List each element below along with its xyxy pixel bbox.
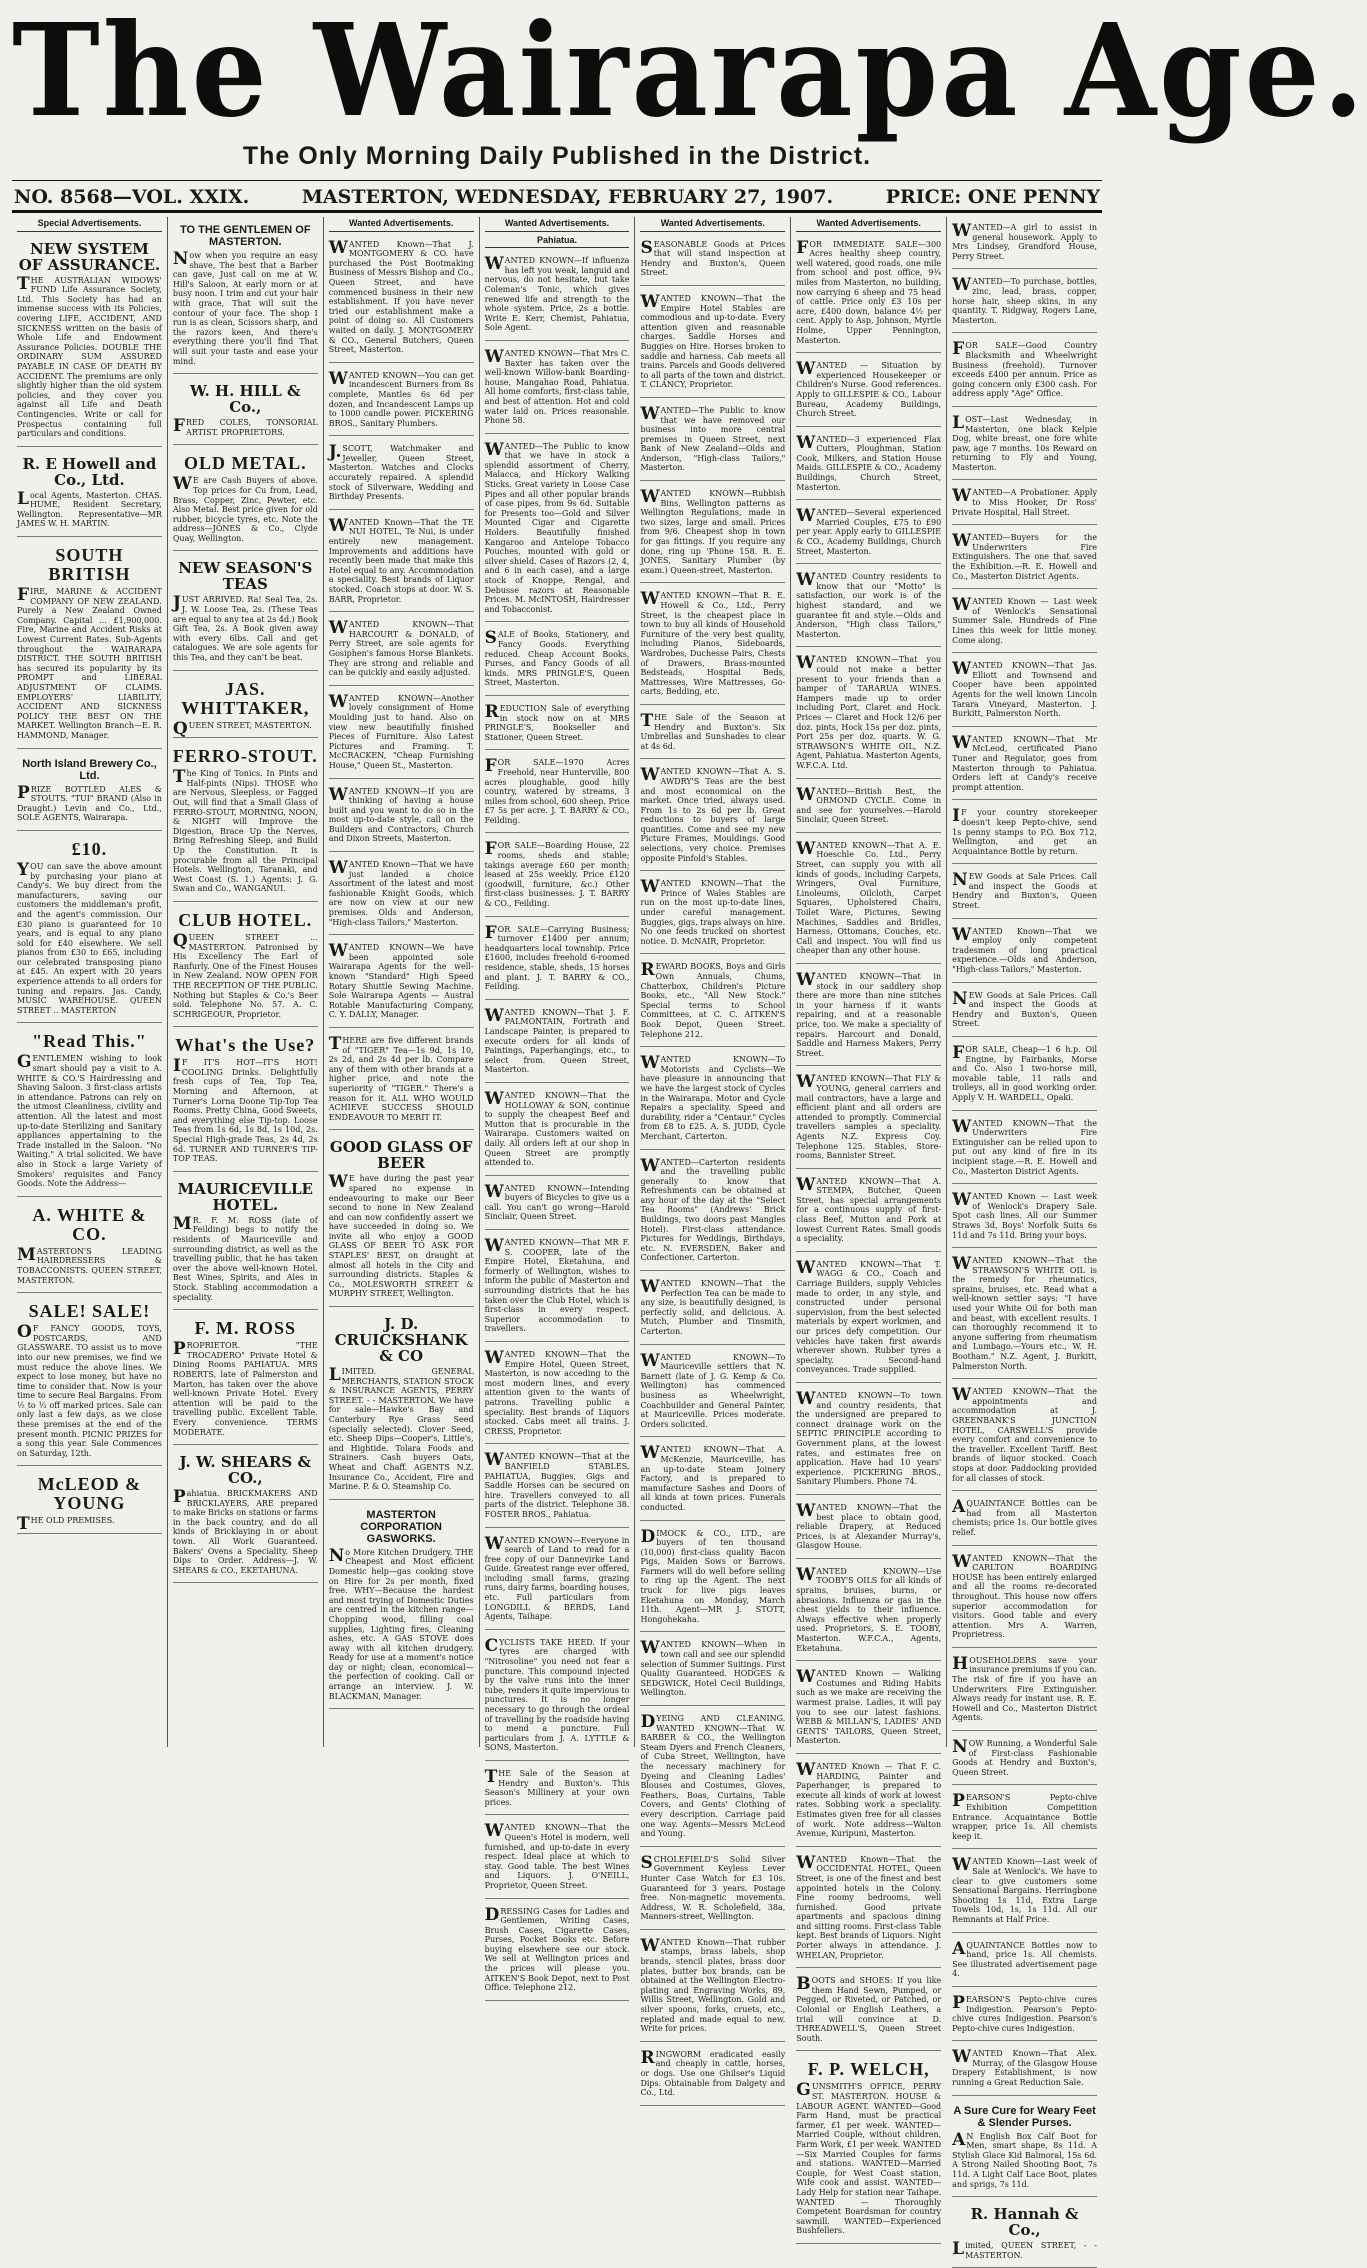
- ad-body: DRESSING Cases for Ladies and Gentlemen, Writing Cases, Brush Cases, Cigarette Cases, Purses, Pocket Books etc. Before buying elsewhere see our stock. We sell at Wellington prices and the prices will please you. AITKEN'S Book Depot, next to Post Office. Telephone 212.: [484, 1904, 630, 1993]
- ad-body: SALE of Books, Stationery, and Fancy Goods. Everything reduced. Cheap Account Books, Purses, and Fancy Goods of all kinds. MRS PRINGLE'S, Queen Street, Masterton.: [484, 628, 630, 688]
- ad-heading: W. H. HILL & Co.,: [189, 382, 301, 417]
- ad-body: QUEEN STREET ... MASTERTON. Patronised by His Excellency The Earl of Ranfurly. One of the Finest Houses in New Zealand. NOW OPEN FOR THE RECEPTION OF THE PUBLIC. Nothing but Staples & Co.'s Beer sold. Telephone No. 57. A. C. SCHRIGEOUR, Proprietor.: [172, 930, 318, 1019]
- ad-heading: SALE! SALE!: [28, 1301, 151, 1322]
- advertisement: [796, 236, 941, 354]
- advertisement: [640, 1525, 785, 1633]
- ad-body: WANTED Known — Walking Costumes and Riding Habits such as we make are receiving the warmest praise. Ladies, it will pay you to see our latest fashions. WEBB & MILLAN'S, LADIES' AND GENTS' TAILORS, Queen Street, Masterton.: [796, 1667, 942, 1746]
- advertisement: [329, 1032, 474, 1130]
- advertisement: [952, 657, 1097, 727]
- advertisement: [485, 754, 630, 833]
- ad-body: WANTED KNOWN—That you could not make a better present to your friends than a hamper of TARARUA WINES. Hampers made up to order including Port, Claret and Hock. Prices — Claret and Hock 12/6 per doz. pints, Hock 15s per doz. pints, Port 25s per doz. quarts. W. G. STRAWSON'S WHITE OIL, N.Z. Agent, Pahiatua. Masterton Agents, W.F.C.A. Ltd.: [796, 653, 942, 770]
- advertisement: [329, 367, 474, 437]
- ad-body: WANTED KNOWN—That at the BANFIELD STABLES, PAHIATUA, Buggies, Gigs and Saddle Horses can be secured on hire. Travellers conveyed to all parts of the district. Telephone 38. FOSTER BROS., Pahiatua.: [484, 1450, 630, 1519]
- advertisement: [640, 1051, 785, 1149]
- advertisement: [640, 1851, 785, 1930]
- ad-body: LOST—Last Wednesday, in Masterton, one black Kelpie Dog, white breast, one fore white paw, age 7 months. 10s Reward on returning to Fly and Young, Masterton.: [952, 412, 1098, 472]
- ad-body: WANTED KNOWN—That Jas. Elliott and Townsend and Cooper have been appointed Agents for the well known Lincoln Tarara Vineyard, Masterton. J. Burkitt, Palmerston North.: [952, 659, 1098, 719]
- ad-body: PROPRIETOR. "THE TROCADERO" Private Hotel & Dining Rooms PAHIATUA. MRS ROBERTS, late of Palmerston and Marton, has taken over the above well-known Private Hotel. Every attention will be paid to the travelling public. Excellent Table. Every convenience. TERMS MODERATE.: [172, 1339, 318, 1437]
- advertisement: [640, 1636, 785, 1706]
- advertisement: [173, 742, 318, 902]
- column-header: Wanted Advertisements.: [485, 219, 630, 232]
- advertisement: [796, 357, 941, 427]
- ad-body: WANTED KNOWN—That the CARLTON BOARDING HOUSE has been entirely enlarged and all the rooms re-decorated throughout. This house now offers superior accommodation for visitors. Good table and every attention. Mrs A. Warren, Proprietress.: [952, 1551, 1098, 1640]
- advertisement: [796, 568, 941, 647]
- advertisement: [796, 1387, 941, 1495]
- ad-body: WANTED KNOWN—That R. E. Howell & Co., Ltd., Perry Street, is the cheapest place in town to buy all kinds of Household Furniture of the very best quality, including Pianos, Sideboards, Wardrobes, Duchesse Pairs, Chests of Drawers, Brass-mounted Bedsteads, Hospital Beds, Mattresses, Wire Mattresses, Go-carts, Bedding, etc.: [640, 589, 786, 697]
- ad-body: WANTED KNOWN—That FLY & YOUNG, general carriers and mail contractors, have a large and efficient plant and all orders are attended to promptly. Commercial travellers samples a speciality. Agents N.Z. Express Coy. Telephone 125. Stables, Store-rooms, Bannister Street.: [796, 1072, 942, 1161]
- advertisement: [640, 402, 785, 481]
- advertisement: [952, 484, 1097, 525]
- advertisement: [485, 700, 630, 750]
- ad-body: NEW Goods at Sale Prices. Call and inspect the Goods at Hendry and Buxton's, Queen Street.: [952, 988, 1098, 1029]
- advertisement: [329, 783, 474, 853]
- advertisement: [485, 921, 630, 1000]
- ad-body: WANTED KNOWN—When in town call and see our splendid selection of Summer Suitings. First Quality Guaranteed. HODGES & SEDGWICK, Hotel Cecil Buildings, Wellington.: [640, 1638, 786, 1698]
- advertisement: [173, 1031, 318, 1172]
- advertisement: [952, 1495, 1097, 1545]
- ad-body: WANTED Known—That we have just landed a choice Assortment of the latest and most fashionable Knight Goods, which are now on view at our new premises. Olds and Anderson, "High-class Tailors," Masterton.: [328, 858, 474, 927]
- ad-body: WANTED KNOWN—That MR F. S. COOPER, late of the Empire Hotel, Eketahuna, and formerly of Wellington, wishes to inform the public of Masterton and surrounding districts that he has taken over the Club Hotel, which is first-class in every respect. Superior accommodation to travellers.: [484, 1236, 630, 1334]
- ad-body: WANTED Known—That rubber stamps, brass labels, shop brands, stencil plates, brass door plates, butter box brands, can be obtained at the Wellington Electro-plating and Engraving Works, 89, Willis Street, Wellington. Gold and silver spoons, forks, cruets, etc., replated and made equal to new. Write for prices.: [640, 1935, 786, 2034]
- ad-body: WANTED—The Public to know that we have removed our business into more central premises in Queen Street, next Bank of New Zealand—Olds and Anderson, "High-class Tailors," Masterton.: [640, 403, 786, 473]
- ad-body: WANTED KNOWN—That the appointments and accommodation at J. GREENBANK'S JUNCTION HOTEL, CARSWELL'S provide every comfort and convenience to the traveller. Excellent Tariff. Best brands of liquor stocked. Coach stops at door. Paddocking provided for all classes of stock.: [952, 1385, 1098, 1483]
- advertisement: [952, 868, 1097, 918]
- column-4-items: [485, 252, 630, 2001]
- advertisement: [796, 968, 941, 1066]
- ad-body: THE AUSTRALIAN WIDOWS' FUND Life Assurance Society, Ltd. This Society has had an immense success with its Policies, covering LIFE, ACCIDENT, AND SICKNESS written on the basis of Whole Life and Endowment Assurance Policies. DOUBLE THE ORDINARY SUM ASSURED PAYABLE IN CASE OF DEATH BY ACCIDENT. The premiums are only slightly higher than the old system policies, and they cover you against all Life and Death Contingencies. Write or call for Prospectus containing full particulars and conditions.: [17, 273, 162, 439]
- advertisement: [640, 1275, 785, 1345]
- ad-body: Local Agents, Masterton. CHAS. HUME, Resident Secretary, Wellington. Representative—MR JAMES W. H. MARTIN.: [17, 488, 162, 529]
- ad-body: WANTED KNOWN—That HARCOURT & DONALD, of Perry Street, are sole agents for Gosiphen's famous Horse Blankets. They are strong and reliable and can be quickly and easily adjusted.: [328, 618, 474, 678]
- advertisement: [796, 783, 941, 833]
- ad-heading: OLD METAL.: [183, 453, 307, 474]
- advertisement: [329, 1504, 474, 1710]
- advertisement: [640, 236, 785, 286]
- ad-body: THE Sale of the Season at Hendry and Buxton's. This Season's Millinery at your own prices.: [484, 1766, 630, 1807]
- advertisement: [952, 1937, 1097, 1987]
- ad-body: WANTED—The Public to know that we have in stock a splendid assortment of Cherry, Malacca, and Hickory Walking Sticks. Great variety in Loose Case Pipes and all other popular brands of case pipes, from 9s 6d. Suitable for Presents too—Gold and Silver Mounted Cigar and Cigarette Holders. Beautifully finished Kangaroo and Antelope Tobacco Pouches, mounted with gold or silver shield. Cases of Razors (2, 4, and 6 in each case), and a large stock of Knoppe, Rengal, and Debusse razors at Reasonable Prices. M. McINTOSH, Hairdresser and Tobacconist.: [484, 439, 630, 614]
- advertisement: [952, 1991, 1097, 2041]
- advertisement: [640, 1154, 785, 1272]
- advertisement: [952, 923, 1097, 983]
- ad-body: WANTED Country residents to know that our "Motto" is satisfaction, our work is of the highest standard, and we guarantee fit and style.—Olds and Anderson, "High class Tailors," Masterton.: [796, 570, 942, 639]
- ad-heading: J. D. CRUICKSHANK & CO: [334, 1315, 468, 1366]
- advertisement: [173, 675, 318, 739]
- ad-heading: R. E Howell and Co., Ltd.: [22, 454, 157, 489]
- ad-body: Now when you require an easy shave, The best that a Barber can gave, Just call on me at W. Hill's Saloon, At early morn or at busy noon. I trim and cut your hair with grace, That will suit the contour of your face. The shop I run is as clean, Scissors sharp, and the razors keen, And there's everything there you'll find That will suit your taste and ease your mind.: [172, 249, 318, 366]
- ad-body: WANTED KNOWN—If you are thinking of having a house built and you want to do so in the most up-to-date style, call on the Builders and Contractors, Church and Dixon Streets, Masterton.: [328, 784, 474, 844]
- column-2: [168, 217, 324, 1747]
- ad-heading: NEW SYSTEM OF ASSURANCE.: [18, 239, 161, 274]
- column-4: [480, 217, 636, 1993]
- ad-body: WANTED—To purchase, bottles, zinc, lead, brass, copper, horse hair, sheep skins, in any quantity. T. Ridgway, Rogers Lane, Masterton.: [952, 275, 1098, 325]
- advertisement: [485, 1448, 630, 1527]
- column-1: [12, 217, 168, 1747]
- issue-number: NO. 8568—VOL. XXIX.: [14, 186, 250, 208]
- price: PRICE: ONE PENNY: [885, 186, 1100, 208]
- ad-body: NOW Running, a Wonderful Sale of First-class Fashionable Goods at Hendry and Buxton's, Queen Street.: [952, 1737, 1098, 1777]
- column-6-items: [796, 236, 941, 2244]
- advertisement: [796, 1499, 941, 1559]
- ad-body: Pahiatua. BRICKMAKERS AND BRICKLAYERS, ARE prepared to make Bricks on stations or farms in the back country, and do all kinds of Bricklaying in or about town. All Work Guaranteed. Bakers' Ovens a Speciality. Sheep Dips to Order. Address—J. W. SHEARS & CO., EKETAHUNA.: [172, 1487, 318, 1575]
- ad-heading: F. M. ROSS: [194, 1318, 296, 1339]
- column-6: [791, 217, 947, 2236]
- ad-body: PEARSON'S Pepto-chive Exhibition Competition Entrance. Acquaintance Bottle wrapper, price 1s. All chemists keep it.: [952, 1791, 1098, 1841]
- advertisement: [952, 1789, 1097, 1849]
- ad-body: WANTED KNOWN—If influenza has left you weak, languid and nervous, do not hesitate, but take Coleman's Tonic, which gives renewed life and strength to the whole system. Price, 2s a bottle. Write E. Kerr, Chemist, Pahiatua, Sole Agent.: [484, 254, 630, 333]
- advertisement: [329, 690, 474, 779]
- ad-heading: What's the Use?: [175, 1035, 316, 1056]
- advertisement: [485, 1532, 630, 1630]
- ad-heading: MAURICEVILLE HOTEL.: [177, 1179, 313, 1214]
- advertisement: [640, 958, 785, 1047]
- ad-body: WANTED KNOWN—To town and country residents, that the undersigned are prepared to connect drainage work on the SEPTIC PRINCIPLE according to Government plans, at the lowest rates, and estimates free on application. Have had 10 years' experience. PICKERING BROS., Sanitary Plumbers. Phone 74.: [796, 1388, 942, 1487]
- column-header: Wanted Advertisements.: [640, 219, 785, 232]
- ad-body: WANTED KNOWN—That J. F. PALMONTAIN, Fortrath and Landscape Painter, is prepared to execute orders for all kinds of Paintings, Paperhangings, etc., to select from. Queen Street, Masterton.: [484, 1005, 630, 1075]
- ad-body: BOOTS and SHOES: If you like them Hand Sewn, Pumped, or Pegged, or Riveted, or Patched, or Colonial or English Leathers, a trial will convince at D. THREADWELL'S, Queen Street South.: [796, 1974, 942, 2043]
- advertisement: [173, 378, 318, 445]
- ad-body: WANTED KNOWN—Use TOOBY'S OILS for all kinds of sprains, bruises, burns, or abrasions. Influenza or gas in the chest yields to their influence. Always effective when properly used. Proprietors, S. E. TOOBY, Masterton. W.F.C.A., Agents, Eketahuna.: [796, 1564, 942, 1653]
- advertisement: [17, 451, 162, 537]
- ad-body: OF FANCY GOODS, TOYS, POSTCARDS, AND GLASSWARE. TO assist us to move into our new premises, we find we must reduce the above lines. We expect to lose money, but have no time to consider that. Now is your time to secure Real Bargains. From ½ to ⅓ off marked prices. Sale can only last a few days, as we close these premises at the end of the present month. PICNIC PRIZES for a song this year. Sale Commences on Saturday, 12th.: [17, 1322, 162, 1458]
- advertisement: [952, 219, 1097, 269]
- advertisement: [952, 1041, 1097, 1111]
- ad-body: HOUSEHOLDERS save your insurance premiums if you can. The risk of fire if you have an Underwriters Fire Extinguisher. Always ready for instant use. R. E. Howell and Co., Masterton District Agents.: [952, 1653, 1098, 1723]
- ad-body: WANTED KNOWN—That the Queen's Hotel is modern, well furnished, and up-to-date in every respect. Ideal place at which to stay. Good table. The best Wines and Liquors. J. O'NEILL, Proprietor, Queen Street.: [484, 1821, 630, 1890]
- advertisement: [796, 1851, 941, 1969]
- advertisement: [796, 1256, 941, 1383]
- advertisement: [640, 587, 785, 705]
- advertisement: [485, 252, 630, 341]
- ad-body: SCHOLEFIELD'S Solid Silver Government Keyless Lever Hunter Case Watch for £3 10s. Guaranteed for 3 years. Postage free. Non-magnetic movements. Address, W. R. Scholefield, 38a, Manners-street, Wellington.: [640, 1852, 786, 1922]
- column-header: Wanted Advertisements.: [796, 219, 941, 232]
- ad-heading: MASTERTON CORPORATION GASWORKS.: [360, 1508, 442, 1545]
- ad-body: J.SCOTT, Watchmaker and Jeweller, Queen Street, Masterton. Watches and Clocks accurately repaired. A splendid stock of Silverware, Wedding and Birthday Presents.: [328, 442, 474, 502]
- ad-body: WANTED KNOWN—You can get incandescent Burners from 8s complete, Mantles 6s 6d per dozen, and Incandescent Lamps up to 1000 candle power. PICKERING BROS., Sanitary Plumbers.: [328, 368, 474, 428]
- ad-body: FRED COLES, TONSORIAL ARTIST. PROPRIETORS.: [172, 416, 318, 437]
- ad-body: WANTED KNOWN—Another lovely consignment of Home Moulding just to hand. Also on view new beautifully finished Pieces of Furniture. Also Latest Pictures and Framing. T. McCRACKEN, "Cheap Furnishing House," Queen St., Masterton.: [328, 691, 474, 770]
- advertisement: [485, 1004, 630, 1083]
- advertisement: [640, 1441, 785, 1520]
- ad-body: WANTED — Situation by experienced Housekeeper or Children's Nurse. Good references. Apply to GILLESPIE & CO., Labour Bureau, Academy Buildings, Church Street.: [796, 359, 942, 419]
- ad-body: WANTED Known—That the OCCIDENTAL HOTEL, Queen Street, is one of the finest and best appointed hotels in the Colony. Fine roomy bedrooms, well furnished. Good private apartments and spacious dining and sitting rooms. First-class Table kept. Best brands of Liquors. Night Porter always in attendance. J. WHELAN, Proprietor.: [796, 1852, 942, 1960]
- advertisement: [796, 431, 941, 501]
- ad-body: PRIZE BOTTLED ALES & STOUTS. "TUI" BRAND (Also in Draught.) Levin and Co., Ltd., SOLE AGENTS, Wairarapa.: [17, 782, 162, 823]
- advertisement: [796, 651, 941, 778]
- advertisement: [485, 1819, 630, 1898]
- advertisement: [17, 1027, 162, 1196]
- ad-body: WANTED KNOWN—That the Prince of Wales Stables are run on the most up-to-date lines, under careful management. Buggies, gigs, traps always on hire. No one feeds trucked on shortest notice. D. McNAIR, Proprietor.: [640, 877, 786, 946]
- ad-heading: FERRO-STOUT.: [172, 746, 318, 767]
- advertisement: [952, 804, 1097, 864]
- advertisement: [640, 2046, 785, 2106]
- ad-body: REDUCTION Sale of everything in stock now on at MRS PRINGLE'S, Bookseller and Stationer, Queen Street.: [484, 701, 630, 742]
- newspaper-page: [12, 0, 1367, 2260]
- ad-body: WANTED—Carterton residents and the travelling public generally to know that Refreshments can be obtained at any hour of the day at the "Select Tea Rooms" (Andrews' Brick Buildings, two doors past Mangles Hotel). First-class attendance. Pictures for Weddings, Birthdays, etc. N. EVERSDEN, Baker and Confectioner, Carterton.: [640, 1155, 786, 1263]
- ad-body: MASTERTON'S LEADING HAIRDRESSERS & TOBACCONISTS. QUEEN STREET, MASTERTON.: [17, 1244, 162, 1285]
- advertisement: [329, 440, 474, 510]
- advertisement: [952, 1252, 1097, 1379]
- advertisement: [796, 1563, 941, 1661]
- advertisement: [173, 219, 318, 374]
- ad-body: WANTED Known—Last week of Sale at Wenlock's. We have to clear to give customers some Sensational Bargains. Herringbone Shooting 1s 11d, Extra Large Towels 10d, 1s, 1s 11d. All our Remnants at Half Price.: [952, 1855, 1098, 1924]
- advertisement: [952, 2045, 1097, 2095]
- column-5: [635, 217, 791, 2098]
- advertisement: [796, 1173, 941, 1252]
- ad-heading: SOUTH BRITISH: [48, 545, 131, 585]
- ad-body: CYCLISTS TAKE HEED. If your tyres are charged with "Nitrosoline" you need not fear a puncture. This compound injected by the valve runs into the inner tube, renders it quite impervious to punctures. It is no longer necessary to go through the ordeal of travelling by the roadside having to mend a puncture. Full particulars from J. A. LYTTLE & SONS, Masterton.: [484, 1635, 630, 1753]
- section-header: Pahiatua.: [485, 236, 630, 249]
- column-header: Special Advertisements.: [17, 219, 162, 232]
- advertisement: [640, 709, 785, 759]
- ad-body: THERE are five different brands of "TIGER" Tea—1s 9d, 1s 10, 2s 2d, and 2s 4d per lb. Compare any of them with other brands at a higher price, and note the superiority of "TIGER." There's a reason for it. ALL WHO WOULD ACHIEVE SUCCESS SHOULD ENDEAVOUR TO MERIT IT.: [328, 1033, 474, 1122]
- advertisement: [952, 1550, 1097, 1648]
- advertisement: [796, 837, 941, 964]
- advertisement: [640, 290, 785, 398]
- ad-body: WANTED—Several experienced Married Couples, £75 to £90 per year. Apply early to GILLESPIE & CO., Academy Buildings, Church Street, Masterton.: [796, 506, 942, 556]
- advertisement: [952, 1115, 1097, 1185]
- ad-body: WANTED KNOWN—To Motorists and Cyclists—We have pleasure in announcing that we have the largest stock of Cycles in the Wairarapa. Motor and Cycle Repairs a speciality. Speed and durability, rider a "Centaur." Cycles from £8 to £25. A. S. JUDD, Cycle Merchant, Carterton.: [640, 1053, 786, 1141]
- advertisement: [952, 987, 1097, 1037]
- advertisement: [640, 875, 785, 954]
- ad-body: FOR SALE—Good Country Blacksmith and Wheelwright Business (freehold). Turnover exceeds £400 per annum. Price as going concern only £300 cash. For address apply "Age" Office.: [952, 339, 1098, 399]
- advertisement: [485, 1765, 630, 1815]
- ad-body: WANTED KNOWN—That A. S. AWDRY'S Teas are the best and most economical on the market. Once tried, always used. From 1s to 2s 6d per lb. Great reductions to buyers of large quantities. Come and see my new Picture Frames, Mouldings. Good selections, very choice. Premises opposite Pinfold's Stables.: [640, 765, 786, 863]
- ad-body: WANTED—3 experienced Flax Cutters, Ploughman, Station Cook, Milkers, and Station House Maids. GILLESPIE & CO., Academy Buildings, Church Street, Masterton.: [796, 432, 942, 492]
- advertisement: [952, 1853, 1097, 1932]
- advertisement: [640, 1349, 785, 1438]
- column-3-items: [329, 236, 474, 1710]
- advertisement: [17, 835, 162, 1024]
- ad-body: WE have during the past year spared no expense in endeavouring to make our Beer second to none in New Zealand and can now confidently assert we have succeeded in doing so. We invite all who enjoy a GOOD GLASS OF BEER TO ASK FOR STAPLES' BEST, on draught at almost all hotels in the City and surrounding districts. Staples & Co., MOLESWORTH STREET & MURPHY STREET, Wellington.: [328, 1172, 474, 1299]
- ad-heading: North Island Brewery Co., Ltd.: [22, 757, 157, 782]
- ad-body: WANTED KNOWN—To Mauriceville settlers that N. Barnett (late of J. G. Kemp & Co. Wellington) has commenced business as Wheelwright, Coachbuilder and General Painter, at Mauriceville. Prices moderate. Orders solicited.: [640, 1350, 786, 1429]
- ad-heading: A Sure Cure for Weary Feet & Slender Purses.: [953, 2104, 1096, 2129]
- ad-body: WANTED KNOWN—We have been appointed sole Wairarapa Agents for the well-known "Standard" High Speed Rotary Shuttle Sewing Machine. Sole Wairarapa Agents — Austral Rotable Manufacturing Company, C. Y. DALLY, Manager.: [328, 941, 474, 1020]
- advertisement: [952, 1652, 1097, 1731]
- ad-body: WANTED KNOWN—That in stock in our saddlery shop there are more than nine stitches in your harness if it wants repairing, and at a reasonable price, too. We make a speciality of repairs. Harcourt and Donald, Saddle and Harness Makers, Perry Street.: [796, 970, 942, 1058]
- ad-body: Limited, QUEEN STREET, - - MASTERTON.: [952, 2239, 1098, 2260]
- advertisement: [952, 411, 1097, 481]
- ad-body: PEARSON'S Pepto-chive cures Indigestion. Pearson's Pepto-chive cures Indigestion. Pearson's Pepto-chive cures Indigestion.: [952, 1992, 1098, 2033]
- ad-body: WANTED KNOWN—That A. STEMPA, Butcher, Queen Street, has special arrangements for a continuous supply of first-class Beef, Mutton and Pork at lowest Current Rates. Small goods a speciality.: [796, 1174, 942, 1244]
- advertisement: [485, 837, 630, 916]
- masthead-title: The Wairarapa Age.: [12, 0, 1367, 146]
- advertisement: [329, 1134, 474, 1307]
- ad-body: RINGWORM eradicated easily and cheaply in cattle, horses, or dogs. Use one Ghilser's Liquid Dips. Obtainable from Dalgety and Co., Ltd.: [640, 2047, 786, 2098]
- advertisement: [17, 1297, 162, 1466]
- ad-body: GENTLEMEN wishing to look smart should pay a visit to A. WHITE & CO.'S Hairdressing and Shaving Saloon. 3 first-class artists in attendance. Patrons can rely on the utmost Cleanliness, civility and attention. All the latest and most up-to-date Sterilizing and Sanitary appliances appertaining to the Trade installed in the Saloon. "No Waiting." A trial solicited. We have also in Stock a large Variety of Smokers' requisites and Fancy Goods. Note the Address—: [17, 1052, 162, 1189]
- ad-body: YOU can save the above amount by purchasing your piano at Candy's. We buy direct from the manufacturers, saving our customers the middleman's profit, and the agent's commission. Our £30 piano is guaranteed for 10 years, and is equal to any piano sold for £40 elsewhere. We sell pianos from £30 to £65, including our celebrated transposing piano at £45. An expert with 20 years experience attends to all orders for tuning and repairs. Jas. Candy, MUSIC WAREHOUSE. QUEEN STREET .. MASTERTON: [17, 859, 162, 1015]
- advertisement: [485, 1234, 630, 1342]
- column-5-items: [640, 236, 785, 2106]
- advertisement: [952, 529, 1097, 589]
- ad-heading: "Read This.": [32, 1031, 147, 1052]
- ad-body: WANTED KNOWN—That Mr McLeod, certificated Piano Tuner and Regulator, goes from Masterton through to Pahiatua. Orders left at Candy's receive prompt attention.: [952, 732, 1098, 792]
- ad-body: QUEEN STREET, MASTERTON.: [172, 718, 312, 739]
- ad-body: LIMITED. GENERAL MERCHANTS, STATION STOCK & INSURANCE AGENTS, PERRY STREET. - - MASTERTON. We have for sale—Hawke's Bay and Canterbury Rye Grass Seed (specially selected). Clover Seed, etc. Sheep Dips—Cooper's, Little's, and Hightide. Tolara Foods and Strainers. Cash buyers Oats, Wheat and Chaff. AGENTS N.Z. Insurance Co., Accident, Fire and Marine. P. & O. Steamship Co.: [328, 1365, 474, 1492]
- advertisement: [173, 1449, 318, 1583]
- ad-body: DYEING AND CLEANING. WANTED KNOWN—That W. BARBER & CO., the Wellington Steam Dyers and French Cleaners, of Cuba Street, Wellington, have the necessary machinery for Dyeing and Cleaning Ladies' Blouses and Costumes, Gloves, Feathers, Boas, Curtains, Table Covers, and Gents' Clothing of every description. Carriage paid one way. Agents—Messrs McLeod and Young.: [640, 1712, 786, 1839]
- advertisement: [796, 1070, 941, 1168]
- advertisement: [329, 514, 474, 612]
- column-7: [947, 217, 1102, 2260]
- ad-body: REWARD BOOKS, Boys and Girls Own Annuals, Chums, Chatterbox, Children's Picture Books, etc., "All New Stock." Special terms to School Committees, at C. C. AITKEN'S Book Depot, Queen Street. Telephone 212.: [640, 960, 786, 1039]
- advertisement: [952, 273, 1097, 333]
- columns: [12, 217, 1102, 2260]
- ad-body: WANTED KNOWN—That A. E. Hoeschle Co. Ltd., Perry Street, can supply you with all kinds of goods, including Carpets, Wringers, Oval Furniture, Linoleums, Oilcloth, Carpet Squares, Upholstered Chairs, Toilet Ware, Pictures, Sewing Machines, Saddles and Bridles, Harness, Ottomans, Couches, etc. Call and inspect. You will find us cheaper than any other house.: [796, 838, 942, 956]
- ad-body: FIRE, MARINE & ACCIDENT COMPANY OF NEW ZEALAND. Purely a New Zealand Owned Company. Capital ... £1,900,000. Fire, Marine and Accident Risks at Lowest Current Rates. Sub-Agents throughout the WAIRARAPA DISTRICT. THE SOUTH BRITISH has secured its popularity by its PROMPT and LIBERAL ADJUSTMENT OF CLAIMS. EMPLOYERS' LIABILITY, ACCIDENT AND SICKNESS POLICY THE BEST ON THE MARKET. Wellington Branch—E. R. HAMMOND, Manager.: [17, 585, 162, 740]
- ad-body: WANTED KNOWN—Rubbish Bins, Wellington patterns as Wellington Regulations, made in two sizes, large and small. Prices from 9/6. Cheapest shop in town for gas fittings. If you require any done, ring up 'Phone 158. R. E. JONES, Sanitary Plumber (by exam.) Queen-street, Masterton.: [640, 487, 786, 575]
- column-7-items: [952, 219, 1097, 2268]
- advertisement: [796, 2055, 941, 2244]
- ad-body: WANTED Known—That the TE NUI HOTEL, Te Nui, is under entirely new management. Improvements and additions have recently been made that make this Hotel equal to any. Accommodation a speciality. Best brands of Liquor stocked. Coach stops at door. W. S. BARR, Proprietor.: [328, 515, 474, 604]
- ad-heading: A. WHITE & CO.: [32, 1204, 147, 1244]
- advertisement: [485, 1087, 630, 1176]
- ad-body: FOR SALE—Carrying Business; turnover £1400 per annum; headquarters local township. Price £1600, includes freehold 6-roomed residence, stable, sheds, 15 horses and plant. J. T. BARRY & CO., Feilding.: [484, 922, 630, 992]
- advertisement: [173, 1176, 318, 1310]
- ad-body: JUST ARRIVED. Ra! Seal Tea, 2s. J. W. Loose Tea, 2s. (These Teas are equal to any tea at 2s 4d.) Book Gift Tea, 2s. A Book given away with every 6lbs. Call and get catalogues. We are sole agents for this Tea, and they can't be beat.: [172, 593, 318, 663]
- advertisement: [329, 1311, 474, 1500]
- advertisement: [952, 2201, 1097, 2268]
- advertisement: [485, 1346, 630, 1444]
- ad-body: IF IT'S HOT—IT'S HOT! COOLING Drinks. Delightfully fresh cups of Tea, Top Tea, Morning and Afternoon, at Turner's Lorna Doone Tip-Top Tea Rooms. Pretty China, Good Sweets, and everything else Tip-top. Loose Teas from 1s 6d, 1s 8d, 1s 10d, 2s. Special High-grade Teas, 2s 4d, 2s 6d. TURNER AND TURNER'S TIP-TOP TEAS.: [172, 1056, 318, 1164]
- ad-body: AQUAINTANCE Bottles can be had from all Masterton chemists; price 1s. Our bottle gives relief.: [952, 1497, 1098, 1537]
- ad-heading: CLUB HOTEL.: [178, 909, 313, 930]
- advertisement: [952, 337, 1097, 407]
- advertisement: [17, 1470, 162, 1534]
- masthead-subtitle: The Only Morning Daily Published in the District.: [242, 142, 872, 170]
- advertisement: [485, 1634, 630, 1761]
- ad-body: WANTED Known — Last week of Wenlock's Sensational Summer Sale. Hundreds of Fine Lines this week for little money. Come along.: [952, 595, 1098, 645]
- ad-body: WANTED Known—That Alex. Murray, of the Glasgow House Drapery Establishment, is now running a Great Reduction Sale.: [952, 2047, 1098, 2088]
- ad-body: WE are Cash Buyers of above. Top prices for Cu from, Lead, Brass, Copper, Zinc, Pewter, etc. Also Metal. Best price given for old rubber, bicycle tyres, etc. Note the address—JONES & Co., Clyde Quay, Wellington.: [172, 474, 318, 543]
- ad-body: GUNSMITH'S OFFICE, PERRY ST. MASTERTON. HOUSE & LABOUR AGENT. WANTED—Good Farm Hand, must be practical farmer, £1 per week. WANTED—Married Couple, without children, Farm Work, £1 per week. WANTED—Six Married Couples for farms and stations. WANTED—Married Couple, for West Coast station, Wife cook and assist. WANTED—Lady Help for station near Taihape. WANTED — Thoroughly Competent Boardsman for country sawmill. WANTED—Experienced Bushfellers.: [796, 2080, 942, 2236]
- place-date: MASTERTON, WEDNESDAY, FEBRUARY 27, 1907.: [301, 186, 834, 208]
- ad-body: FOR IMMEDIATE SALE—300 Acres healthy sheep country, well watered, good roads, one mile from school and post office, 9¾ miles from Masterton, no building, now carrying 6 sheep and 75 head of cattle. Price only £3 10s per acre, £400 down, balance 4½ per cent. Apply to Asp, Johnson, Myrtle Holme, Upper Pennington, Masterton.: [796, 237, 942, 345]
- ad-heading: JAS. WHITTAKER,: [181, 678, 310, 718]
- ad-body: WANTED—Buyers for the Underwriters Fire Extinguishers. The one that saved the Exhibition.—R. E. Howell and Co., Masterton District Agents.: [952, 531, 1098, 581]
- advertisement: [329, 616, 474, 686]
- advertisement: [640, 763, 785, 871]
- advertisement: [796, 1665, 941, 1754]
- advertisement: [640, 485, 785, 583]
- ad-body: WANTED Known — That F. C. HARDING, Painter and Paperhanger, is prepared to execute all kinds of work at lowest rates. Sobbing work a speciality. Estimates given free for all classes of work. Note address—Walton Avenue, Kuripuni, Masterton.: [796, 1759, 942, 1839]
- ad-heading: R. Hannah & Co.,: [970, 2205, 1079, 2240]
- ad-body: WANTED KNOWN—That the Empire Hotel, Queen Street, Masterton, is now acceding to the most modern lines, and every attention given to the wants of patrons. Travelling public a speciality. Best brands of Liquors stocked. Cabs meet all trains. J. CRESS, Proprietor.: [484, 1348, 630, 1436]
- advertisement: [17, 753, 162, 831]
- ad-heading: J. W. SHEARS & CO.,: [179, 1453, 312, 1488]
- ad-body: THE Sale of the Season at Hendry and Buxton's. Six Umbrellas and Sunshades to clear at 4s 6d.: [640, 710, 786, 751]
- advertisement: [173, 449, 318, 551]
- ad-body: THE OLD PREMISES.: [17, 1514, 115, 1535]
- advertisement: [796, 1758, 941, 1847]
- ad-heading: NEW SEASON'S TEAS: [178, 559, 313, 594]
- ad-body: FOR SALE, Cheap—1 6 h.p. Oil Engine, by Fairbanks, Morse and Co. Also 1 two-horse mill, movable table, 11 rails and trolleys, all in good working order. Apply V. H. WARDELL, Opaki.: [952, 1043, 1098, 1102]
- column-3: [324, 217, 480, 1747]
- ad-body: The King of Tonics. In Pints and Half-pints (Nips). THOSE who are Nervous, Sleepless, or Fagged Out, will find that a Small Glass of FERRO-STOUT, MORNING, NOON, & NIGHT will Improve the Digestion, Brace Up the Nerves, Bring Refreshing Sleep, and Build Up the Constitution. It is procurable from all the Principal Hotels. Wellington, Taranaki, and West Coast (S. 1.) Agents: J. G. Swan and Co., WANGANUI.: [172, 767, 318, 894]
- ad-body: WANTED KNOWN—Everyone in search of Land to read for a free copy of our Dannevirke Land Guide. Greatest range ever offered, including small farms, grazing runs, dairy farms, boarding houses, etc. Full particulars from LONGDILL & BERDS, Land Agents, Taihape.: [484, 1533, 630, 1622]
- ad-body: WANTED Known—That we employ only competent tradesmen of long practical experience.—Olds and Anderson, "High-class Tailors," Masterton.: [952, 924, 1098, 975]
- ad-body: WANTED KNOWN—That the HOLLOWAY & SON, continue to supply the cheapest Beef and Mutton that is procurable in the Wairarapa. Customers waited on daily. All orders left at our shop in Queen Street are promptly attended to.: [484, 1088, 630, 1168]
- advertisement: [329, 939, 474, 1028]
- masthead: [12, 0, 1367, 213]
- advertisement: [17, 236, 162, 447]
- advertisement: [173, 555, 318, 670]
- ad-body: WANTED Known—That J. MONTGOMERY & CO. have purchased the Post Bootmaking Business of Messrs Bishop and Co., Queen Street, and have commenced business in their new establishment. If you have never tried our establishment make a point of doing so. All Customers waited on daily. J. MONTGOMERY & CO., General Butchers, Queen Street, Masterton.: [328, 237, 474, 355]
- advertisement: [485, 1180, 630, 1230]
- column-2-items: [173, 219, 318, 1583]
- ad-body: WANTED Known — Last week of Wenlock's Drapery Sale. Spot cash lines. All our Summer Straws 3d, Boys' Norfolk Suits 6s 11d and 7s 11d. Bring your boys.: [952, 1190, 1098, 1240]
- ad-body: WANTED—A Probationer. Apply to Miss Hooker, Dr Ross' Private Hospital, Hall Street.: [952, 486, 1098, 517]
- advertisement: [485, 438, 630, 623]
- ad-body: FOR SALE—1970 Acres Freehold, near Hunterville, 800 acres ploughable, good hilly country, watered by streams, 3 miles from school, 600 sheep. Price £7 5s per acre. J. T. BARRY & CO., Feilding.: [484, 756, 630, 825]
- ad-heading: GOOD GLASS OF BEER: [329, 1138, 473, 1173]
- ad-body: WANTED KNOWN—That the Underwriters Fire Extinguisher can be relied upon to put out any kind of fire in its incipient stage.—R. E. Howell and Co., Masterton District Agents.: [952, 1116, 1098, 1176]
- advertisement: [485, 1903, 630, 2001]
- ad-heading: F. P. WELCH,: [807, 2059, 930, 2080]
- advertisement: [485, 626, 630, 696]
- advertisement: [17, 541, 162, 749]
- ad-body: No More Kitchen Drudgery. THE Cheapest and Most efficient Domestic help—gas cooking stove on Hire for 2s per month, fixed free. WHY—Because the hardest and most trying of Domestic Duties are centred in the kitchen range—Chopping wood, filling coal supplies, Lighting fires, Cleaning ashes, etc. A GAS STOVE does away with all kitchen drudgery. Ready for use at a moment's notice day or night; clean, economical—the perfection of cooking. Call or arrange an interview. J. W. BLACKMAN, Manager.: [328, 1545, 474, 1701]
- ad-heading: £10.: [71, 838, 108, 859]
- advertisement: [173, 1314, 318, 1445]
- advertisement: [796, 1972, 941, 2051]
- ad-body: MR. F. M. ROSS (late of Feilding) begs to notify the residents of Mauriceville and surrounding district, as well as the travelling public, that he has taken over the above well-known Hotel. Best Wines, Spirits, and Ales in Stock. Stabling accommodation a speciality.: [172, 1213, 318, 1302]
- ad-body: WANTED KNOWN—That the Empire Hotel Stables are commodious and up-to-date. Every attention given and reasonable charges. Saddle Horses and Buggies on Hire. Horses broken to saddle and harness. Cab meets all trains. Parcels and Goods delivered to all parts of the town and district. T. CLANCY, Proprietor.: [640, 291, 786, 390]
- ad-body: SEASONABLE Goods at Prices that will stand inspection at Hendry and Buxton's, Queen Street.: [640, 237, 786, 278]
- ad-body: AN English Box Calf Boot for Men, smart shape, 8s 11d. A Stylish Glace Kid Balmoral, 15s 6d. A Strong Nailed Shooting Boot, 7s 11d. A Light Calf Lace Boot, plates and sprigs, 7s 11d.: [952, 2129, 1098, 2189]
- ad-body: WANTED KNOWN—That A. McKenzie, Mauriceville, has an up-to-date Steam Joinery Factory, and is prepared to manufacture Sashes and Doors of all kinds at town prices. Funerals conducted.: [640, 1443, 786, 1512]
- ad-body: AQUAINTANCE Bottles now to hand, price 1s. All chemists. See illustrated advertisement page 4.: [952, 1938, 1098, 1979]
- advertisement: [952, 1735, 1097, 1785]
- ad-body: WANTED KNOWN—That T. WAGG & CO., Coach and Carriage Builders, supply Vehicles made to order, in any style, and constructed under personal supervision, from the best selected materials by expert workmen, and our prices defy competition. Our vehicles have taken first awards wherever shown. Rubber tyres a specialty. Second-hand conveyances. Trade supplied.: [796, 1257, 942, 1375]
- advertisement: [640, 1710, 785, 1847]
- ad-body: WANTED KNOWN—That the Perfection Tea can be made to any size, is beautifully designed, is perfectly solid, and delicious. A. Mutch, Plumber and Tinsmith, Carterton.: [640, 1277, 786, 1336]
- ad-body: WANTED—British Best, the ORMOND CYCLE. Come in and see for yourselves.—Harold Sinclair, Queen Street.: [796, 784, 942, 825]
- advertisement: [952, 1188, 1097, 1248]
- advertisement: [329, 236, 474, 363]
- ad-body: NEW Goods at Sale Prices. Call and inspect the Goods at Hendry and Buxton's, Queen Street.: [952, 870, 1098, 911]
- advertisement: [796, 504, 941, 564]
- ad-body: WANTED KNOWN—Intending buyers of Bicycles to give us a call. You can't go wrong—Harold Sinclair, Queen Street.: [484, 1181, 630, 1222]
- ad-body: FOR SALE—Boarding House, 22 rooms, sheds and stable; takings average £60 per month; leased at 25s weekly. Price £120 (goodwill, furniture, &c.) Other first-class businesses. J. T. BARRY & CO., Feilding.: [484, 839, 630, 909]
- ad-heading: McLEOD & YOUNG: [37, 1474, 142, 1514]
- ad-body: WANTED KNOWN—That the STRAWSON'S WHITE OIL is the remedy for rheumatics, sprains, bruises, etc. Read what a well-known settler says: "I have used your White Oil for both man and beast, with excellent results. I can thoroughly recommend it to anyone suffering from rheumatism and Lumbago.—Yours etc., W. H. Bootham." N.Z. Agent, J. Burkitt, Palmerston North.: [952, 1254, 1098, 1371]
- advertisement: [329, 856, 474, 935]
- advertisement: [952, 731, 1097, 801]
- ad-body: WANTED KNOWN—That Mrs C. Baxter has taken over the well-known Willow-bank Boarding-house, Mangahao Road, Pahiatua. All home comforts, first-class table, and best of attention. Hot and cold water laid on. Prices reasonable. Phone 58.: [484, 346, 630, 426]
- advertisement: [640, 1934, 785, 2042]
- ad-body: DIMOCK & CO., LTD., are buyers of ten thousand (10,000) first-class quality Bacon Pigs, Maiden Sows or Barrows. Farmers will do well before selling to ring up the Agent. The next truck for live pigs leaves Eketahuna on Monday, March 11th. Agent—MR J. STOTT, Hongohekaha.: [640, 1526, 786, 1624]
- ad-body: WANTED—A girl to assist in general housework. Apply to Mrs Lindsey, Grandford House, Perry Street.: [952, 221, 1098, 261]
- column-header: Wanted Advertisements.: [329, 219, 474, 232]
- advertisement: [952, 2100, 1097, 2198]
- advertisement: [952, 1383, 1097, 1491]
- advertisement: [17, 1201, 162, 1293]
- advertisement: [485, 345, 630, 434]
- advertisement: [173, 906, 318, 1027]
- ad-body: IF your country storekeeper doesn't keep Pepto-chive, send 1s penny stamps to P.O. Box 712, Wellington, and get an Acquaintance Bottle by return.: [952, 806, 1098, 856]
- ad-body: WANTED KNOWN—That the best place to obtain good, reliable Drapery, at Reduced Prices, is at Alexander Murray's, Glasgow House.: [796, 1500, 942, 1551]
- ad-heading: TO THE GENTLEMEN OF MASTERTON.: [180, 224, 311, 248]
- column-1-items: [17, 236, 162, 1534]
- advertisement: [952, 593, 1097, 653]
- dateline: [12, 180, 1102, 213]
